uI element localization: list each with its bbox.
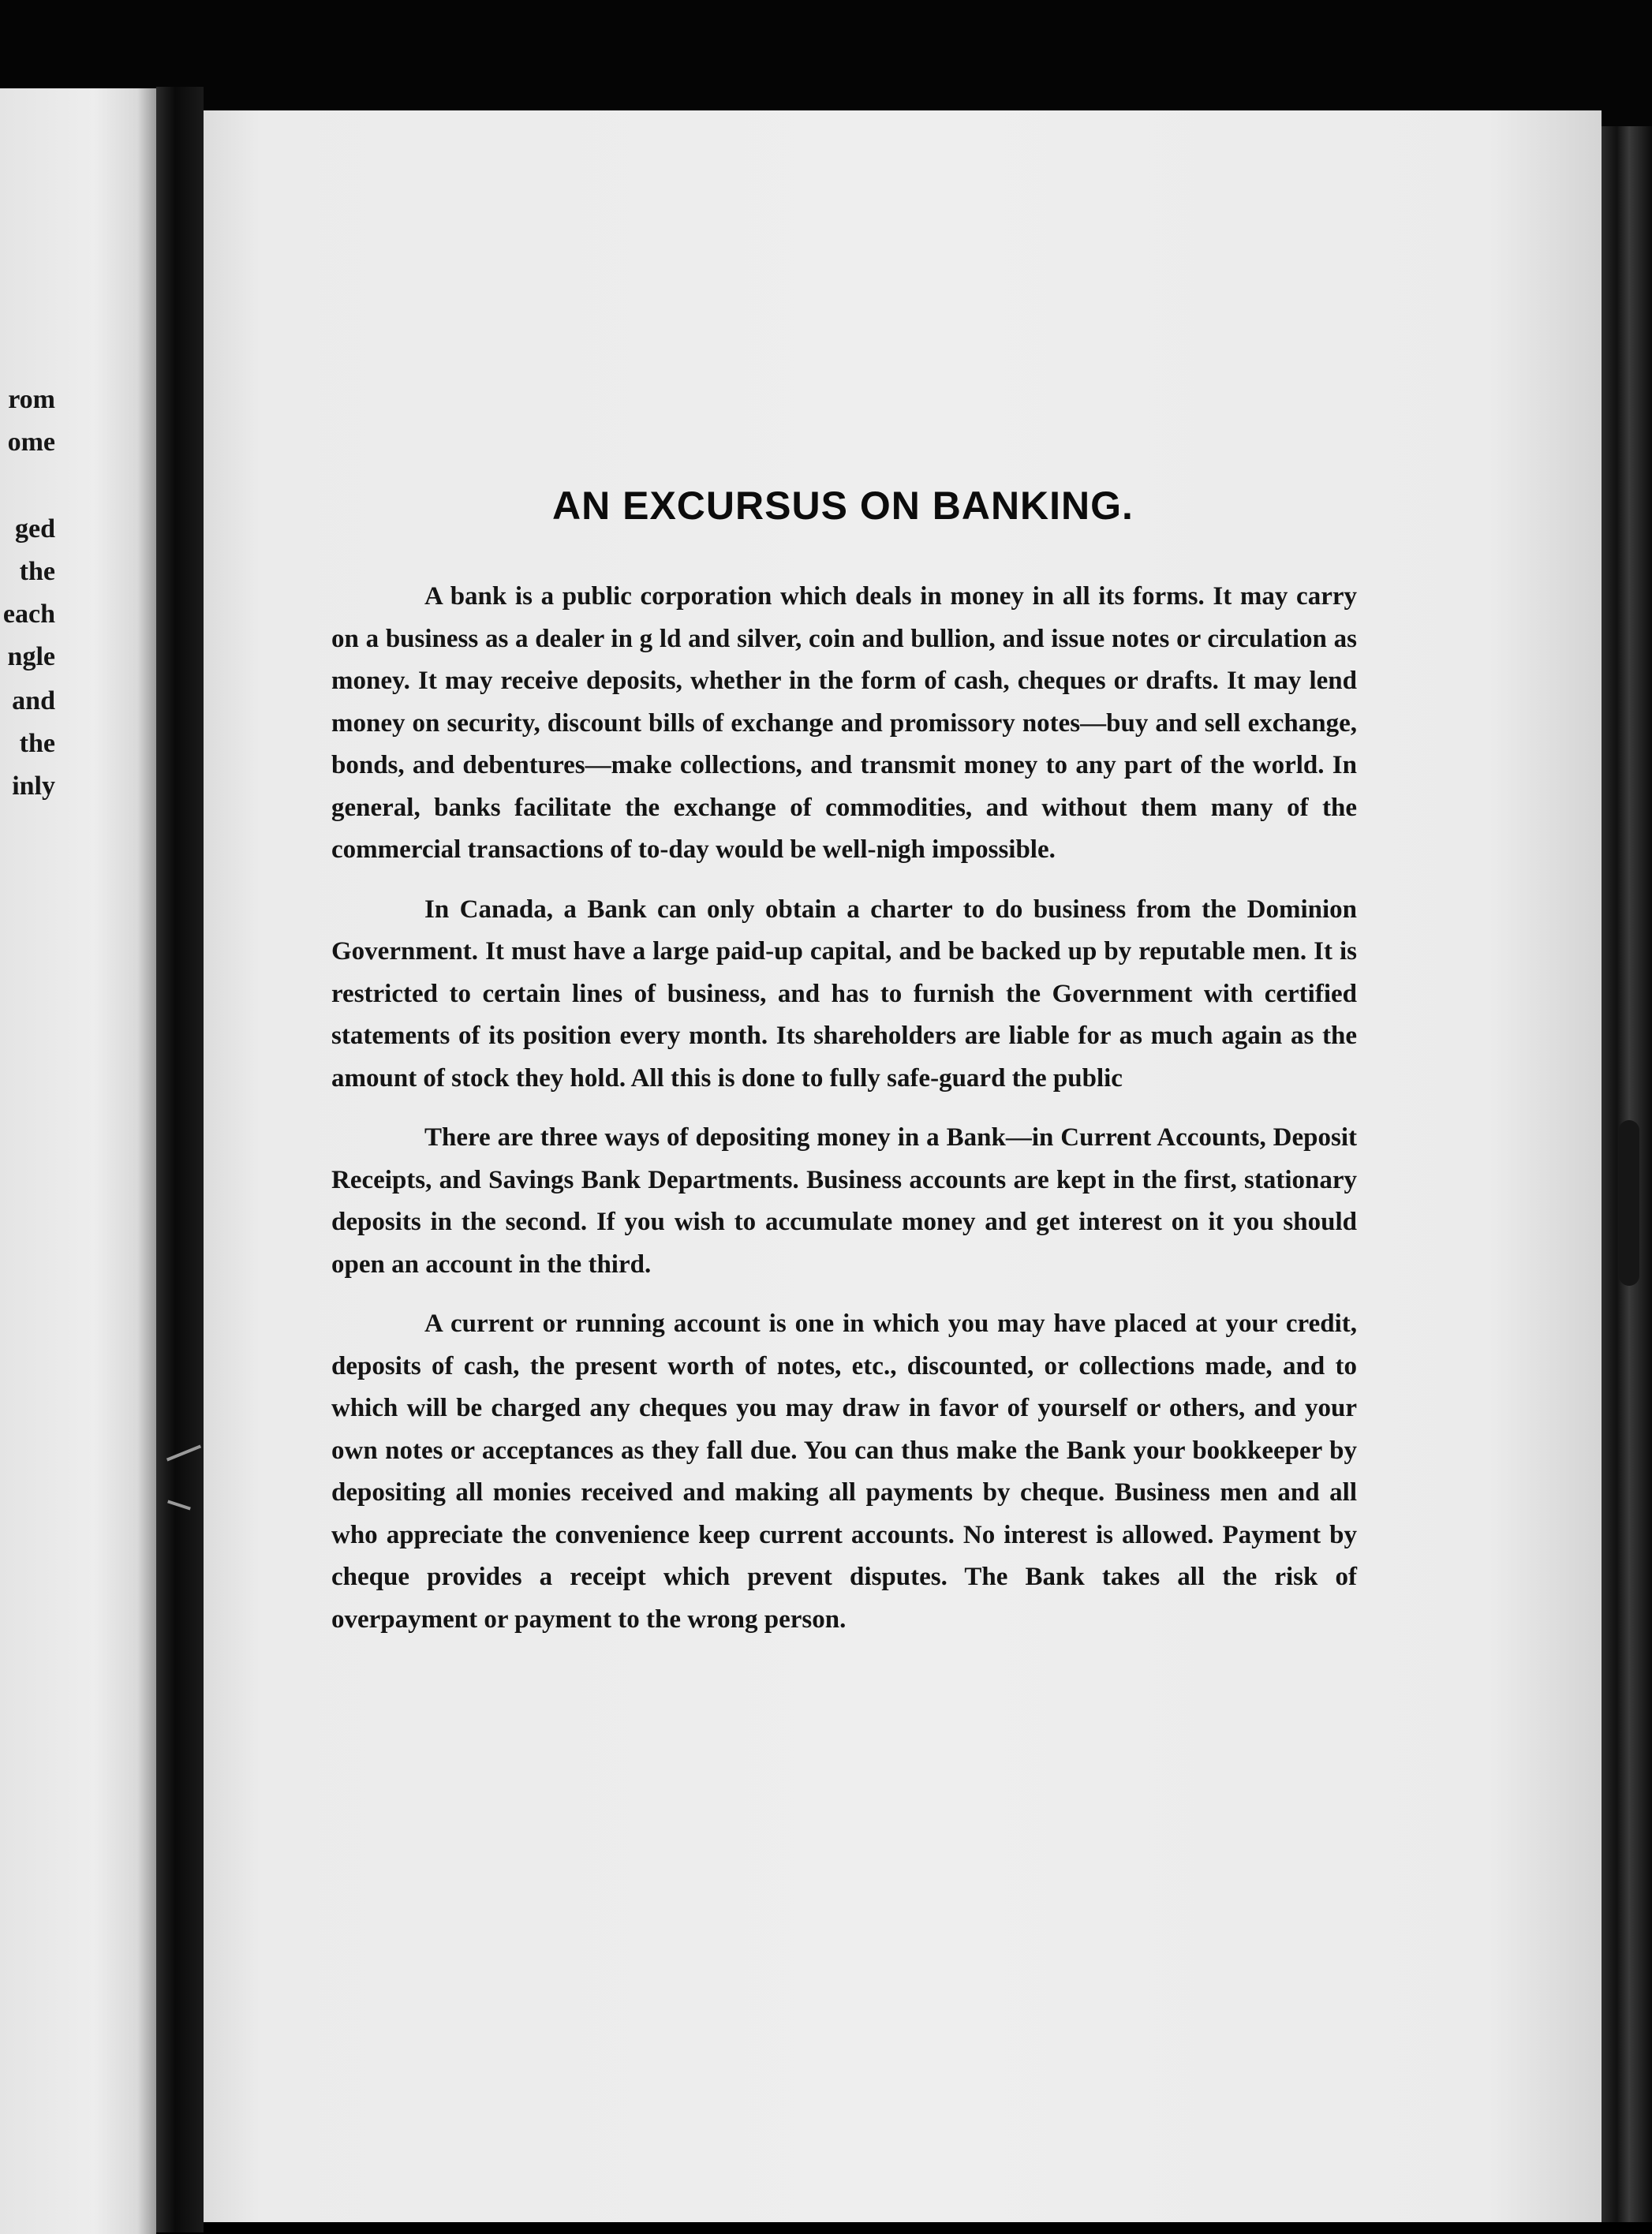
paragraph: In Canada, a Bank can only obtain a charter to do business from the Dominion Government. It must have a large paid-up capital, and be backed up by reputable men. It is restricted to certain lines of business, and has to furnish the Government with certified statements of its position every month. Its shareholders are liable for as much again as the amount of stock they hold. All this is done to fully safe-guard the public xyxy=(331,895,1357,1093)
left-page-word: and xyxy=(12,686,55,715)
page-edge-mark xyxy=(1619,1120,1639,1286)
previous-page-fragment xyxy=(0,88,156,2234)
left-page-word: the xyxy=(19,729,55,758)
book-gutter xyxy=(156,87,204,2232)
article-body xyxy=(331,576,1357,1658)
left-page-word: ome xyxy=(7,428,55,457)
left-page-word: ged xyxy=(15,514,55,544)
paragraph: A current or running account is one in which you may have placed at your credit, deposits of cash, the present worth of notes, etc., discounted, or collections made, and to which will be charged any cheques you may draw in favor of yourself or others, and your own notes or acceptances as they fall due. You can thus make the Bank your bookkeeper by depositing all monies received and making all payments by cheque. Business men and all who appreciate the convenience keep current accounts. No interest is allowed. Payment by cheque provides a receipt which prevent disputes. The Bank takes all the risk of overpayment or payment to the wrong person. xyxy=(331,1309,1357,1634)
left-page-word: inly xyxy=(12,771,55,801)
left-page-word: rom xyxy=(8,385,55,414)
paragraph: A bank is a public corporation which deals in money in all its forms. It may carry on a business as a dealer in g ld and silver, coin and bullion, and issue notes or circulation as money. It may receive deposits, whether in the form of cash, cheques or drafts. It may lend money on security, discount bills of exchange and promissory notes—buy and sell exchange, bonds, and debentures—make collections, and transmit money to any part of the world. In general, banks facilitate the exchange of commodities, and without them many of the commercial transactions of to-day would be well-nigh impossible. xyxy=(331,582,1357,864)
left-page-word: ngle xyxy=(7,642,55,671)
page-title: AN EXCURSUS ON BANKING. xyxy=(552,484,1134,528)
left-page-word: the xyxy=(19,557,55,586)
paragraph: There are three ways of depositing money in a Bank—in Current Accounts, Deposit Receipts, and Savings Bank Departments. Business accounts are kept in the first, stationary deposits in the second. If you wish to accumulate money and get interest on it you should open an account in the third. xyxy=(331,1123,1357,1279)
left-page-word: each xyxy=(2,600,55,629)
